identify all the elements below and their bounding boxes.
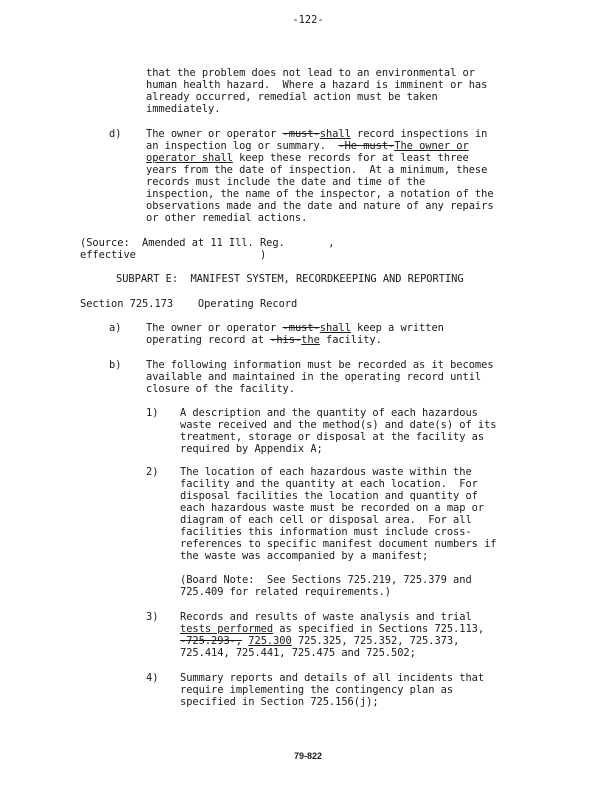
text-segment: keep a written xyxy=(350,322,444,334)
struck-text: -725.293-, xyxy=(180,635,243,647)
text-line: (Source: Amended at 11 Ill. Reg. , xyxy=(80,237,335,249)
text-line: Summary reports and details of all incidents that xyxy=(180,672,485,684)
paragraph-label: b) xyxy=(109,359,122,371)
inserted-text: shall xyxy=(319,128,351,140)
struck-text: -He must- xyxy=(338,140,395,152)
item-label: 3) xyxy=(146,611,159,623)
text-line: already occurred, remedial action must be taken xyxy=(146,91,438,103)
struck-text: -must- xyxy=(282,128,320,140)
item-label: 4) xyxy=(146,672,159,684)
text-line xyxy=(146,322,444,334)
text-line: the waste was accompanied by a manifest; xyxy=(180,550,429,562)
text-line: or other remedial actions. xyxy=(146,212,308,224)
text-line: The following information must be recorded as it becomes xyxy=(146,359,494,371)
inserted-text: the xyxy=(301,334,320,346)
text-line xyxy=(180,623,484,635)
struck-text: -his- xyxy=(270,334,302,346)
text-line: required by Appendix A; xyxy=(180,443,323,455)
item-label: 1) xyxy=(146,407,159,419)
inserted-text: operator shall xyxy=(146,152,233,164)
footer-code: 79-822 xyxy=(293,751,323,761)
inserted-text: tests performed xyxy=(180,623,274,635)
text-line: records must include the date and time of the xyxy=(146,176,426,188)
text-line: references to specific manifest document numbers if xyxy=(180,538,497,550)
text-segment: facility. xyxy=(319,334,382,346)
text-segment: operating record at xyxy=(146,334,271,346)
text-line: A description and the quantity of each hazardous xyxy=(180,407,478,419)
text-line: human health hazard. Where a hazard is imminent or has xyxy=(146,79,488,91)
inserted-text: shall xyxy=(319,322,351,334)
text-line: available and maintained in the operating record until xyxy=(146,371,482,383)
text-line: The location of each hazardous waste within the xyxy=(180,466,472,478)
text-line: each hazardous waste must be recorded on a map or xyxy=(180,502,485,514)
text-line: treatment, storage or disposal at the facility as xyxy=(180,431,485,443)
text-line: facility and the quantity at each location. For xyxy=(180,478,478,490)
text-segment: an inspection log or summary. xyxy=(146,140,339,152)
text-segment: keep these records for at least three xyxy=(232,152,469,164)
text-line: 725.414, 725.441, 725.475 and 725.502; xyxy=(180,647,416,659)
text-line: diagram of each cell or disposal area. For all xyxy=(180,514,472,526)
text-segment: The owner or operator xyxy=(146,322,283,334)
text-line: immediately. xyxy=(146,103,221,115)
subpart-title: SUBPART E: MANIFEST SYSTEM, RECORDKEEPING AND REPORTING xyxy=(116,273,464,285)
text-line: effective ) xyxy=(80,249,267,261)
inserted-text: 725.300 xyxy=(248,635,292,647)
section-title: Section 725.173 Operating Record xyxy=(80,298,298,310)
text-line xyxy=(146,128,487,140)
text-line: observations made and the date and nature of any repairs xyxy=(146,200,494,212)
text-line xyxy=(180,635,459,647)
text-line: Records and results of waste analysis and trial xyxy=(180,611,472,623)
paragraph-label: d) xyxy=(109,128,122,140)
text-segment: The owner or operator xyxy=(146,128,283,140)
paragraph-label: a) xyxy=(109,322,122,334)
text-line: specified in Section 725.156(j); xyxy=(180,696,379,708)
inserted-text: The owner or xyxy=(394,140,469,152)
text-line: require implementing the contingency plan as xyxy=(180,684,454,696)
text-line: inspection, the name of the inspector, a notation of the xyxy=(146,188,494,200)
text-line: facilities this information must include cross- xyxy=(180,526,472,538)
struck-text: -must- xyxy=(282,322,320,334)
text-segment: record inspections in xyxy=(350,128,488,140)
item-label: 2) xyxy=(146,466,159,478)
text-line: closure of the facility. xyxy=(146,383,295,395)
text-segment: 725.325, 725.352, 725.373, xyxy=(291,635,460,647)
text-line xyxy=(146,152,469,164)
board-note-line: 725.409 for related requirements.) xyxy=(180,586,391,598)
text-line: waste received and the method(s) and date(s) of its xyxy=(180,419,497,431)
text-line xyxy=(146,334,382,346)
text-line: years from the date of inspection. At a minimum, these xyxy=(146,164,488,176)
text-line: that the problem does not lead to an environmental or xyxy=(146,67,475,79)
text-segment: as specified in Sections 725.113, xyxy=(273,623,485,635)
text-line xyxy=(146,140,469,152)
page-number: -122- xyxy=(292,14,324,26)
text-line: disposal facilities the location and quantity of xyxy=(180,490,478,502)
board-note-line: (Board Note: See Sections 725.219, 725.379 and xyxy=(180,574,472,586)
